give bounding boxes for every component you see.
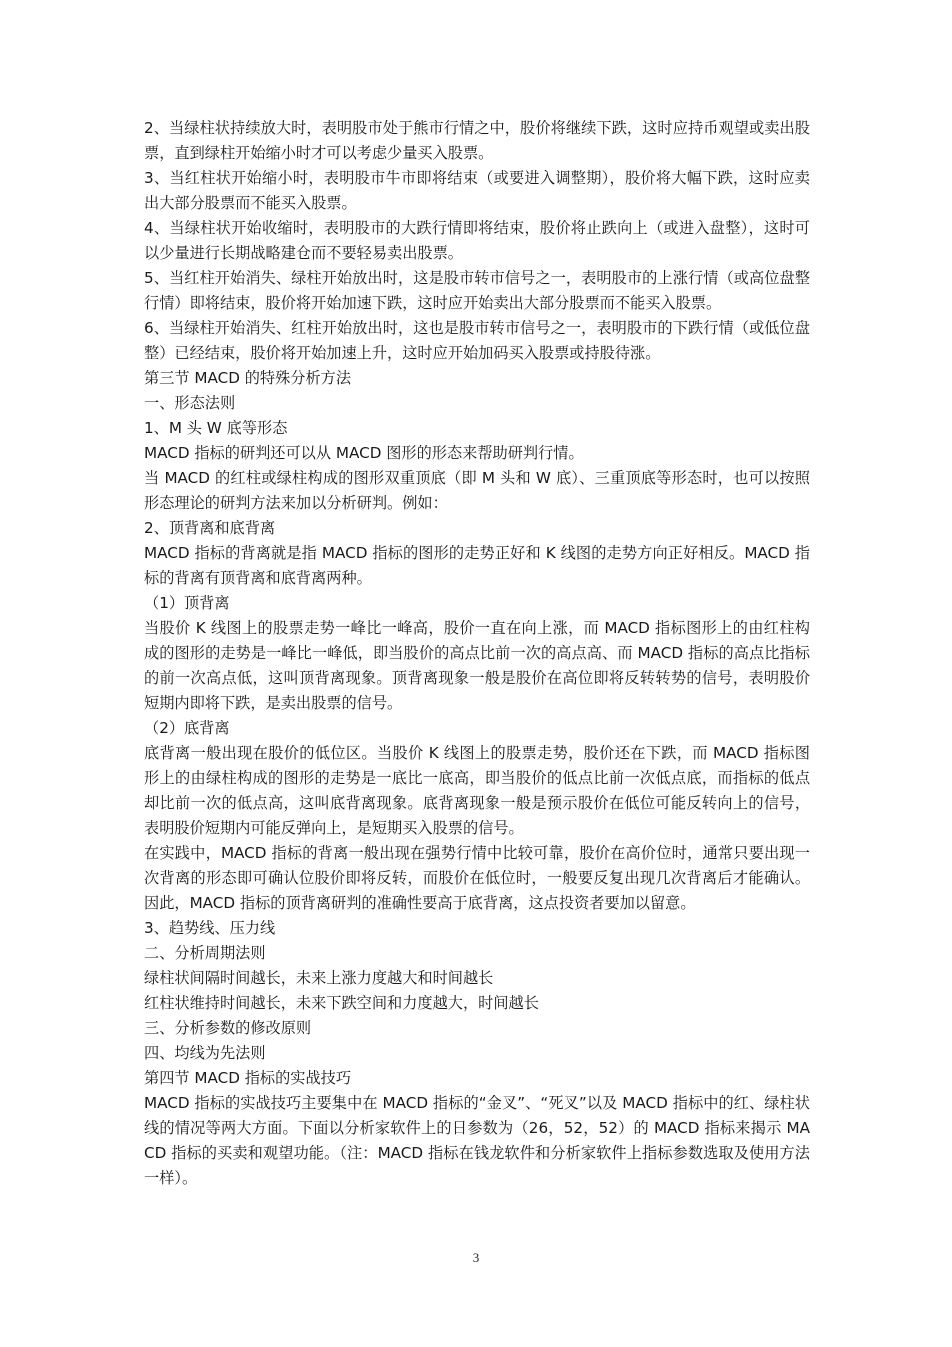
subheading-divergence: 2、顶背离和底背离 (144, 519, 276, 537)
paragraph-item-3: 3、当红柱状开始缩小时，表明股市牛市即将结束（或要进入调整期），股价将大幅下跌，这时应卖出大部分股票而不能买入股票。 (144, 169, 810, 212)
paragraph-item-5: 5、当红柱开始消失、绿柱开始放出时，这是股市转市信号之一，表明股市的上涨行情（或高位盘整行情）即将结束，股价将开始加速下跌，这时应开始卖出大部分股票而不能买入股票。 (144, 269, 810, 312)
subheading-bottom-divergence: （2）底背离 (144, 719, 230, 737)
paragraph-practice: 在实践中，MACD 指标的背离一般出现在强势行情中比较可靠，股价在高价位时，通常只要出现一次背离的形态即可确认位股价即将反转，而股价在低位时，一般要反复出现几次背离后才能确认。因此，MACD 指标的顶背离研判的准确性要高于底背离，这点投资者要加以留意。 (144, 844, 810, 912)
paragraph-pattern-intro: MACD 指标的研判还可以从 MACD 图形的形态来帮助研判行情。 (144, 444, 584, 462)
paragraph-practical-skills: MACD 指标的实战技巧主要集中在 MACD 指标的“金叉”、“死叉”以及 MACD 指标中的红、绿柱状线的情况等两大方面。下面以分析家软件上的日参数为（26，52，52）的 MACD 指标来揭示 MACD 指标的买卖和观望功能。（注：MACD 指标在钱龙软件和分析家软件上指标参数选取及使用方法一样）。 (144, 1094, 810, 1187)
paragraph-green-interval: 绿柱状间隔时间越长，未来上涨力度越大和时间越长 (144, 969, 494, 987)
paragraph-bottom-divergence: 底背离一般出现在股价的低位区。当股价 K 线图上的股票走势，股价还在下跌，而 MACD 指标图形上的由绿柱构成的图形的走势是一底比一底高，即当股价的低点比前一次低点底，而指标的低点却比前一次的低点高，这叫底背离现象。底背离现象一般是预示股价在低位可能反转向上的信号，表明股价短期内可能反弹向上，是短期买入股票的信号。 (144, 744, 810, 837)
subheading-trendline: 3、趋势线、压力线 (144, 919, 276, 937)
subheading-top-divergence: （1）顶背离 (144, 594, 230, 612)
paragraph-item-4: 4、当绿柱状开始收缩时，表明股市的大跌行情即将结束，股价将止跌向上（或进入盘整），这时可以少量进行长期战略建仓而不要轻易卖出股票。 (144, 219, 810, 262)
subheading-m-w-pattern: 1、M 头 W 底等形态 (144, 419, 288, 437)
paragraph-pattern-detail: 当 MACD 的红柱或绿柱构成的图形双重顶底（即 M 头和 W 底）、三重顶底等形态时，也可以按照形态理论的研判方法来加以分析研判。例如： (144, 469, 810, 512)
page-number: 3 (472, 1250, 480, 1265)
paragraph-item-2: 2、当绿柱状持续放大时，表明股市处于熊市行情之中，股价将继续下跌，这时应持币观望或卖出股票，直到绿柱开始缩小时才可以考虑少量买入股票。 (144, 119, 810, 162)
subheading-ma-rule: 四、均线为先法则 (144, 1044, 266, 1062)
subheading-param-rule: 三、分析参数的修改原则 (144, 1019, 312, 1037)
subheading-period-rule: 二、分析周期法则 (144, 944, 266, 962)
paragraph-divergence-def: MACD 指标的背离就是指 MACD 指标的图形的走势正好和 K 线图的走势方向正好相反。MACD 指标的背离有顶背离和底背离两种。 (144, 544, 810, 587)
paragraph-top-divergence: 当股价 K 线图上的股票走势一峰比一峰高，股价一直在向上涨，而 MACD 指标图形上的由红柱构成的图形的走势是一峰比一峰低，即当股价的高点比前一次的高点高、而 MACD 指标的高点比指标的前一次高点低，这叫顶背离现象。顶背离现象一般是股价在高位即将反转转势的信号，表明股价短期内即将下跌，是卖出股票的信号。 (144, 619, 810, 712)
paragraph-item-6: 6、当绿柱开始消失、红柱开始放出时，这也是股市转市信号之一，表明股市的下跌行情（或低位盘整）已经结束，股价将开始加速上升，这时应开始加码买入股票或持股待涨。 (144, 319, 810, 362)
document-body (144, 116, 810, 1191)
subheading-shape-rule: 一、形态法则 (144, 394, 236, 412)
section-heading-4: 第四节 MACD 指标的实战技巧 (144, 1069, 352, 1087)
section-heading-3: 第三节 MACD 的特殊分析方法 (144, 369, 352, 387)
paragraph-red-duration: 红柱状维持时间越长，未来下跌空间和力度越大，时间越长 (144, 994, 539, 1012)
